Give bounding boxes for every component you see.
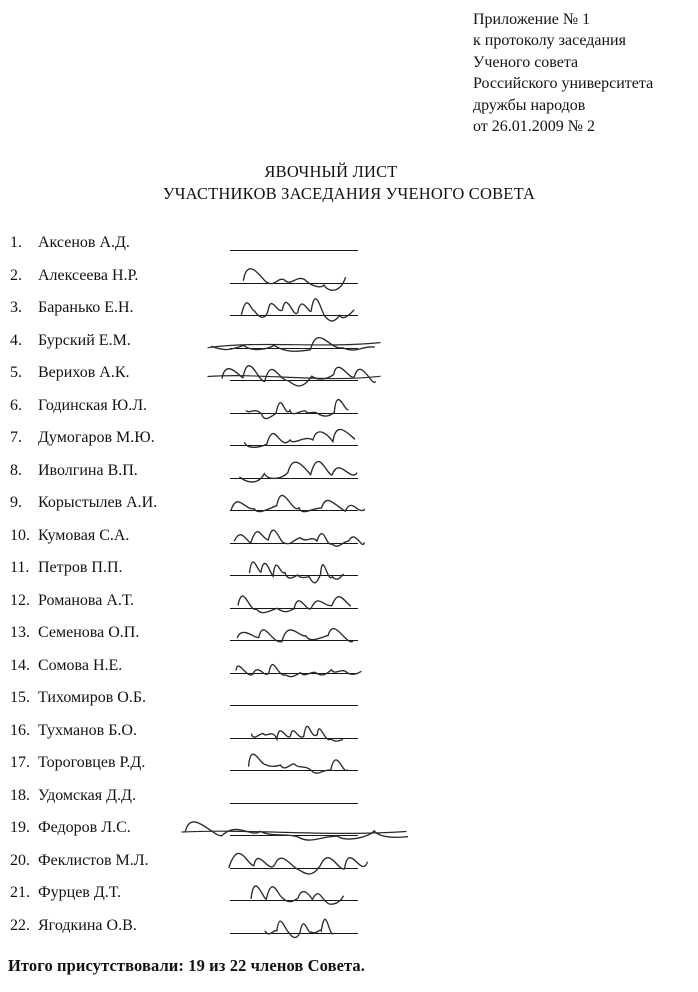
- attendee-number: 18.: [10, 786, 30, 804]
- page-title-line-2: УЧАСТНИКОВ ЗАСЕДАНИЯ УЧЕНОГО СОВЕТА: [162, 184, 536, 203]
- signature-line: [230, 770, 358, 771]
- signature-line: [230, 868, 358, 869]
- signature-line: [230, 413, 358, 414]
- attendee-row: [0, 422, 698, 455]
- signature-line: [230, 445, 358, 446]
- attendee-number: 10.: [10, 526, 30, 544]
- attendee-row: [0, 845, 698, 878]
- attendee-name: Верихов А.К.: [38, 364, 130, 381]
- attendee-number: 6.: [10, 396, 22, 414]
- signature-line: [230, 803, 358, 804]
- attendee-number: 7.: [10, 429, 22, 446]
- attendee-number: 12.: [10, 591, 30, 609]
- attendance-summary: Итого присутствовали: 19 из 22 членов Совета.: [8, 956, 365, 975]
- attendee-number: 22.: [10, 916, 30, 934]
- attendee-row: [0, 650, 698, 683]
- attendee-number: 11.: [10, 559, 30, 576]
- attendee-name: Думогаров М.Ю.: [38, 429, 155, 446]
- signature-line: [230, 673, 358, 674]
- page-title-line-1: ЯВОЧНЫЙ ЛИСТ: [264, 162, 398, 181]
- signature-line: [230, 283, 358, 284]
- appendix-header-line: от 26.01.2009 № 2: [473, 118, 596, 136]
- signature-line: [230, 510, 358, 511]
- attendee-row: [0, 390, 698, 423]
- signature-line: [230, 640, 358, 641]
- attendee-number: 2.: [10, 266, 22, 284]
- attendee-number: 14.: [10, 656, 30, 674]
- attendee-row: [0, 357, 698, 390]
- attendee-name: Петров П.П.: [38, 559, 123, 576]
- signature-line: [230, 738, 358, 739]
- appendix-header-line: Ученого совета: [473, 53, 579, 71]
- attendee-number: 3.: [10, 299, 22, 316]
- signature-line: [230, 900, 358, 901]
- attendee-name: Аксенов А.Д.: [38, 234, 130, 251]
- attendee-number: 20.: [10, 851, 30, 869]
- attendee-row: [0, 552, 698, 585]
- signature-line: [230, 380, 358, 381]
- appendix-header-line: дружбы народов: [473, 96, 586, 114]
- attendee-number: 17.: [10, 754, 30, 771]
- appendix-header-line: Российского университета: [473, 75, 654, 93]
- attendee-row: [0, 682, 698, 715]
- attendee-name: Тихомиров О.Б.: [38, 689, 147, 706]
- attendee-row: [0, 585, 698, 618]
- attendee-row: [0, 812, 698, 845]
- signature-line: [230, 933, 358, 934]
- attendee-row: [0, 877, 698, 910]
- signature-line: [230, 250, 358, 251]
- attendee-name: Корыстылев А.И.: [38, 494, 158, 511]
- attendee-name: Федоров Л.С.: [38, 819, 131, 836]
- signature-line: [230, 348, 358, 349]
- attendee-row: [0, 715, 698, 748]
- attendee-number: 8.: [10, 461, 22, 479]
- attendee-name: Удомская Д.Д.: [38, 786, 136, 804]
- attendee-name: Алексеева Н.Р.: [38, 266, 139, 284]
- attendee-row: [0, 487, 698, 520]
- attendee-row: [0, 780, 698, 813]
- attendee-number: 19.: [10, 819, 30, 836]
- attendee-number: 21.: [10, 884, 30, 901]
- attendee-number: 4.: [10, 331, 22, 349]
- appendix-header-line: Приложение № 1: [473, 11, 591, 28]
- attendee-number: 1.: [10, 234, 22, 251]
- attendee-number: 16.: [10, 721, 30, 739]
- attendee-row: [0, 455, 698, 488]
- attendee-name: Сомова Н.Е.: [38, 656, 123, 674]
- signature-line: [230, 575, 358, 576]
- signature-line: [230, 543, 358, 544]
- attendee-row: [0, 747, 698, 780]
- attendee-name: Ягодкина О.В.: [38, 916, 137, 934]
- attendee-name: Фурцев Д.Т.: [38, 884, 121, 901]
- attendee-name: Баранько Е.Н.: [38, 299, 134, 316]
- attendee-name: Романова А.Т.: [38, 591, 135, 609]
- attendee-name: Тороговцев Р.Д.: [38, 754, 146, 771]
- appendix-header-line: к протоколу заседания: [473, 32, 626, 50]
- signature-scribble: [252, 905, 337, 951]
- attendee-number: 5.: [10, 364, 22, 381]
- attendee-name: Иволгина В.П.: [38, 461, 138, 479]
- attendee-number: 9.: [10, 494, 22, 511]
- signature-line: [230, 705, 358, 706]
- attendee-name: Феклистов М.Л.: [38, 851, 149, 869]
- attendee-row: [0, 617, 698, 650]
- attendee-number: 13.: [10, 624, 30, 641]
- attendee-number: 15.: [10, 689, 30, 706]
- attendee-row: [0, 292, 698, 325]
- attendee-name: Бурский Е.М.: [38, 331, 131, 349]
- attendee-name: Кумовая С.А.: [38, 526, 130, 544]
- attendee-row: [0, 910, 698, 943]
- attendee-row: [0, 227, 698, 260]
- attendee-name: Семенова О.П.: [38, 624, 140, 641]
- signature-line: [230, 835, 358, 836]
- signature-line: [230, 608, 358, 609]
- attendee-row: [0, 260, 698, 293]
- attendee-name: Тухманов Б.О.: [38, 721, 137, 739]
- attendee-row: [0, 520, 698, 553]
- attendee-name: Годинская Ю.Л.: [38, 396, 148, 414]
- signature-line: [230, 315, 358, 316]
- attendee-row: [0, 325, 698, 358]
- signature-line: [230, 478, 358, 479]
